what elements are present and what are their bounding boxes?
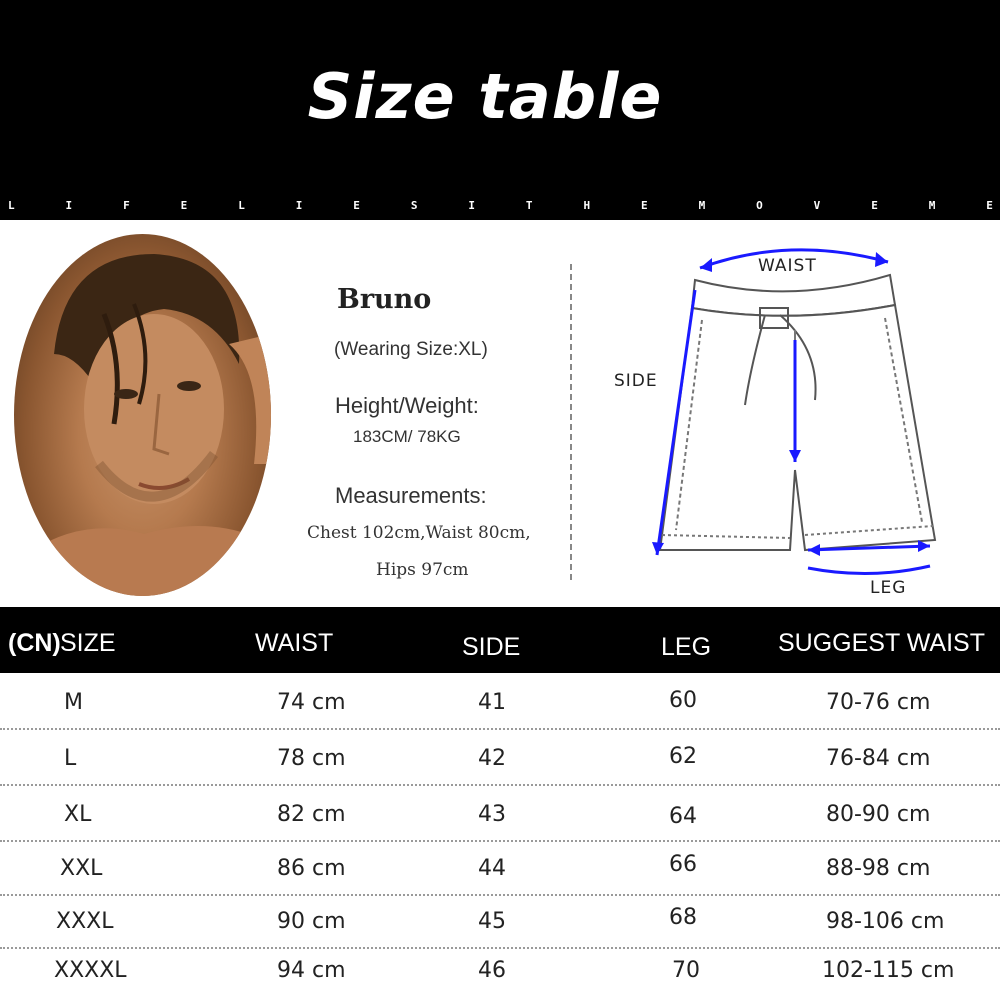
cell-leg: 64 (669, 804, 697, 829)
header-side: SIDE (462, 633, 521, 661)
cell-side: 41 (478, 690, 506, 715)
tagline-letter: I (65, 199, 73, 212)
tagline-letter: S (410, 199, 418, 212)
wearing-size: (Wearing Size:XL) (334, 339, 488, 360)
tagline-letter: E (986, 199, 993, 212)
cell-leg: 62 (669, 744, 697, 769)
cell-suggest: 98-106 cm (826, 909, 945, 934)
cell-suggest: 80-90 cm (826, 802, 931, 827)
tagline-letter: M (928, 199, 936, 212)
model-photo-illustration (14, 234, 271, 596)
header-waist: WAIST (255, 629, 334, 657)
cell-leg: 68 (669, 905, 697, 930)
side-label: SIDE (614, 371, 658, 391)
tagline-letter: O (756, 199, 763, 212)
table-row (0, 942, 1000, 996)
tagline-letter: F (123, 199, 130, 212)
cell-side: 43 (478, 802, 506, 827)
header-leg: LEG (661, 633, 712, 661)
leg-label: LEG (870, 578, 907, 598)
tagline-letter: I (295, 199, 303, 212)
height-weight-value: 183CM/ 78KG (353, 427, 461, 446)
cell-waist: 94 cm (277, 958, 346, 983)
table-row (0, 730, 1000, 786)
table-row (0, 674, 1000, 730)
cell-size: M (64, 690, 83, 715)
measurements-line-1: Chest 102cm,Waist 80cm, (307, 523, 531, 543)
table-row (0, 786, 1000, 842)
cell-side: 44 (478, 856, 506, 881)
cell-side: 46 (478, 958, 506, 983)
tagline-letter: H (583, 199, 591, 212)
tagline-letter: E (353, 199, 360, 212)
cell-leg: 66 (669, 852, 697, 877)
waist-label: WAIST (758, 256, 817, 276)
cell-side: 42 (478, 746, 506, 771)
cell-size: XXXL (56, 909, 114, 934)
cell-suggest: 70-76 cm (826, 690, 931, 715)
tagline-letter: I (468, 199, 475, 212)
header-cn-prefix: (CN) (8, 629, 61, 657)
cell-leg: 60 (669, 688, 697, 713)
tagline-letter: E (180, 199, 188, 212)
header-banner (0, 0, 1000, 220)
shorts-outline-illustration (600, 230, 1000, 610)
table-row (0, 840, 1000, 896)
tagline-letter: T (525, 199, 533, 212)
model-name: Bruno (337, 284, 432, 315)
cell-suggest: 102-115 cm (822, 958, 955, 983)
tagline-letter: V (813, 199, 821, 212)
measurements-line-2: Hips 97cm (376, 560, 469, 580)
cell-size: XXXXL (54, 958, 127, 983)
cell-waist: 74 cm (277, 690, 346, 715)
cell-size: XL (64, 802, 92, 827)
cell-waist: 90 cm (277, 909, 346, 934)
cell-waist: 82 cm (277, 802, 346, 827)
header-suggest-waist: SUGGEST WAIST (778, 629, 985, 657)
header-size: SIZE (60, 629, 116, 657)
cell-suggest: 88-98 cm (826, 856, 931, 881)
cell-size: L (64, 746, 77, 771)
tagline-letter: E (871, 199, 878, 212)
measurements-label: Measurements: (335, 483, 487, 508)
tagline-letter: L (238, 199, 245, 212)
cell-leg: 70 (672, 958, 700, 983)
size-table-header (0, 607, 1000, 673)
shorts-diagram (600, 230, 1000, 610)
model-portrait (14, 234, 271, 596)
cell-size: XXL (60, 856, 103, 881)
height-weight-label: Height/Weight: (335, 393, 479, 418)
tagline-letter: L (8, 199, 15, 212)
cell-waist: 78 cm (277, 746, 346, 771)
cell-suggest: 76-84 cm (826, 746, 931, 771)
dashed-divider (570, 264, 572, 580)
cell-side: 45 (478, 909, 506, 934)
cell-waist: 86 cm (277, 856, 346, 881)
tagline (8, 199, 993, 215)
tagline-letter: E (641, 199, 648, 212)
table-row (0, 893, 1000, 949)
page-title: Size table (307, 60, 663, 133)
tagline-letter: M (698, 199, 706, 212)
